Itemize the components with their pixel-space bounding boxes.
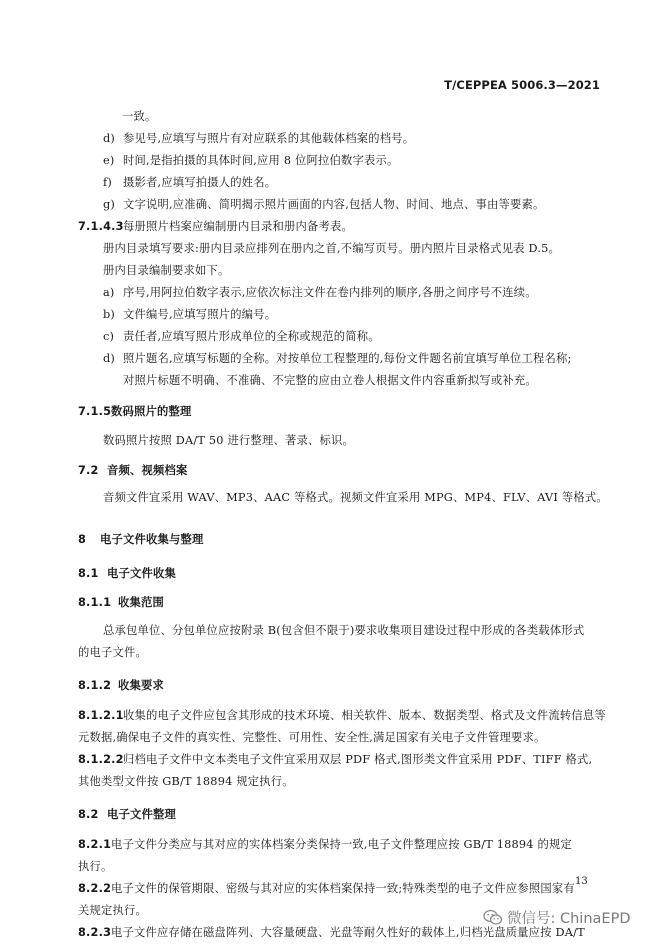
- wechat-icon: [483, 909, 503, 926]
- chapter-title: 电子文件收集与整理: [100, 533, 204, 546]
- list-marker: c): [103, 330, 115, 343]
- clause-text: 每册照片档案应编制册内目录和册内备考表。: [123, 220, 353, 233]
- section-heading-7-1-5: [78, 405, 191, 418]
- list-marker: f): [103, 176, 112, 189]
- clause-text: 电子文件的保管期限、密级与其对应的实体档案保持一致;特殊类型的电子文件应参照国家有: [111, 882, 575, 895]
- section-title: 收集要求: [118, 679, 164, 692]
- list-text: 参见号,应填写与照片有对应联系的其他载体档案的档号。: [123, 132, 415, 145]
- list-marker: b): [103, 308, 116, 321]
- section-title: 数码照片的整理: [111, 405, 192, 418]
- list-marker: a): [103, 286, 115, 299]
- section-heading-8-1: [78, 567, 176, 580]
- clause-7-1-4-3: [78, 220, 353, 233]
- list-text: 文件编号,应填写照片的编号。: [123, 308, 277, 321]
- list-item-d: [103, 132, 414, 145]
- section-heading-7-2: [78, 464, 187, 477]
- chapter-heading-8: [78, 533, 203, 546]
- text-line: 册内目录编制要求如下。: [103, 264, 230, 277]
- section-title: 电子文件收集: [107, 567, 176, 580]
- section-number: 8.1.1: [78, 596, 112, 609]
- list-item-f: [103, 176, 276, 189]
- section-heading-8-1-2: [78, 679, 164, 692]
- list-item-c: [103, 330, 380, 343]
- clause-number: 8.1.2.2: [78, 753, 124, 766]
- clause-8-1-2-1: [78, 709, 606, 722]
- text-line: 执行。: [78, 860, 113, 873]
- text-line: 数码照片按照 DA/T 50 进行整理、著录、标识。: [103, 434, 354, 447]
- page-number: 13: [575, 876, 588, 887]
- clause-text: 电子文件应存储在磁盘阵列、大容量硬盘、光盘等耐久性好的载体上,归档光盘质量应按 DA/T: [111, 926, 585, 939]
- section-number: 7.2: [78, 464, 99, 477]
- section-number: 8.2: [78, 808, 99, 821]
- text-line: 关规定执行。: [78, 904, 147, 917]
- text-line: 元数据,确保电子文件的真实性、完整性、可用性、安全性,满足国家有关电子文件管理要求。: [78, 731, 546, 744]
- list-text: 时间,是指拍摄的具体时间,应用 8 位阿拉伯数字表示。: [123, 154, 399, 167]
- list-item-b: [103, 308, 276, 321]
- clause-number: 8.2.2: [78, 882, 112, 895]
- list-marker: e): [103, 154, 115, 167]
- text-line: 对照片标题不明确、不准确、不完整的应由立卷人根据文件内容重新拟写或补充。: [123, 374, 537, 387]
- clause-number: 7.1.4.3: [78, 220, 124, 233]
- list-item-e: [103, 154, 399, 167]
- standard-id-header: T/CEPPEA 5006.3—2021: [444, 78, 600, 92]
- section-number: 8.1.2: [78, 679, 112, 692]
- list-text: 照片题名,应填写标题的全称。对按单位工程整理的,每份文件题名前宜填写单位工程名称;: [123, 352, 572, 365]
- section-number: 7.1.5: [78, 405, 112, 418]
- clause-number: 8.2.3: [78, 926, 112, 939]
- text-line: 其他类型文件按 GB/T 18894 规定执行。: [78, 775, 294, 788]
- clause-number: 8.1.2.1: [78, 709, 124, 722]
- section-title: 音频、视频档案: [107, 464, 188, 477]
- watermark-text: 微信号: ChinaEPD: [507, 911, 631, 927]
- list-text: 序号,用阿拉伯数字表示,应依次标注文件在卷内排列的顺序,各册之间序号不连续。: [123, 286, 537, 299]
- text-line: 册内目录填写要求:册内目录应排列在册内之首,不编写页号。册内照片目录格式见表 D.5。: [103, 242, 561, 255]
- clause-text: 归档电子文件中文本类电子文件宜采用双层 PDF 格式,图形类文件宜采用 PDF、TIFF 格式,: [123, 753, 593, 766]
- clause-8-2-1: [78, 838, 572, 851]
- clause-number: 8.2.1: [78, 838, 112, 851]
- chapter-number: 8: [78, 533, 87, 546]
- clause-text: 收集的电子文件应包含其形成的技术环境、相关软件、版本、数据类型、格式及文件流转信息等: [123, 709, 606, 722]
- list-marker: d): [103, 352, 116, 365]
- section-title: 电子文件整理: [107, 808, 176, 821]
- list-text: 摄影者,应填写拍摄人的姓名。: [123, 176, 277, 189]
- clause-8-1-2-2: [78, 753, 592, 766]
- section-number: 8.1: [78, 567, 99, 580]
- clause-8-2-2: [78, 882, 575, 895]
- section-heading-8-1-1: [78, 596, 164, 609]
- list-text: 文字说明,应准确、简明揭示照片画面的内容,包括人物、时间、地点、事由等要素。: [123, 198, 545, 211]
- text-line: 音频文件宜采用 WAV、MP3、AAC 等格式。视频文件宜采用 MPG、MP4、FLV、AVI 等格式。: [103, 491, 608, 504]
- list-text: 责任者,应填写照片形成单位的全称或规范的简称。: [123, 330, 380, 343]
- wechat-watermark: [483, 907, 630, 928]
- list-item-a: [103, 286, 537, 299]
- text-line: 一致。: [122, 110, 157, 123]
- clause-text: 电子文件分类应与其对应的实体档案分类保持一致,电子文件整理应按 GB/T 18894 的规定: [111, 838, 572, 851]
- text-line: 总承包单位、分包单位应按附录 B(包含但不限于)要求收集项目建设过程中形成的各类载体形式: [103, 624, 585, 637]
- list-marker: g): [103, 198, 116, 211]
- list-item-g: [103, 198, 544, 211]
- list-item-d: [103, 352, 571, 365]
- section-title: 收集范围: [118, 596, 164, 609]
- text-line: 的电子文件。: [78, 646, 147, 659]
- list-marker: d): [103, 132, 116, 145]
- section-heading-8-2: [78, 808, 176, 821]
